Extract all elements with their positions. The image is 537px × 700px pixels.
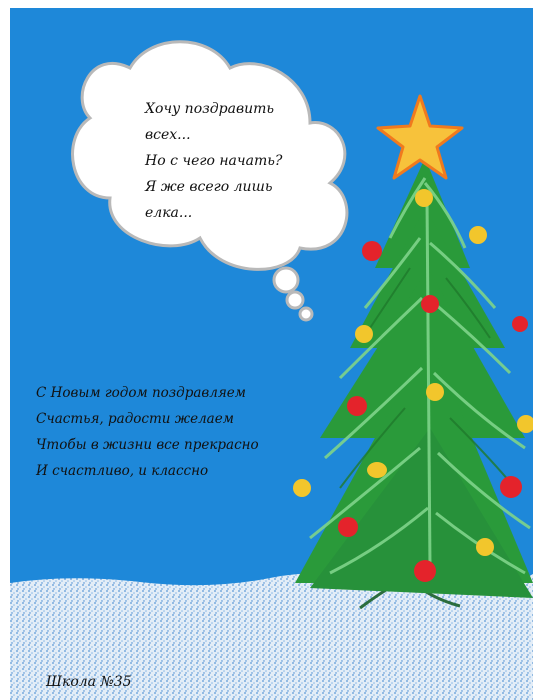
bubble-line: Хочу поздравить — [145, 101, 275, 117]
poem-line: И счастливо, и классно — [36, 463, 209, 479]
poem-line: Счастья, радости желаем — [36, 411, 234, 427]
greeting-card — [10, 8, 533, 700]
bubble-line: Но с чего начать? — [145, 153, 283, 169]
poem-line: Чтобы в жизни все прекрасно — [36, 437, 259, 453]
poem-line: С Новым годом поздравляем — [36, 385, 246, 401]
bubble-line: Я же всего лишь — [145, 179, 273, 195]
thought-bubble-text — [145, 96, 335, 226]
school-signature: Школа №35 — [46, 674, 132, 690]
star-icon — [378, 96, 462, 178]
greeting-poem — [36, 380, 316, 484]
bubble-line: всех... — [145, 127, 191, 143]
bubble-line: елка... — [145, 205, 193, 221]
